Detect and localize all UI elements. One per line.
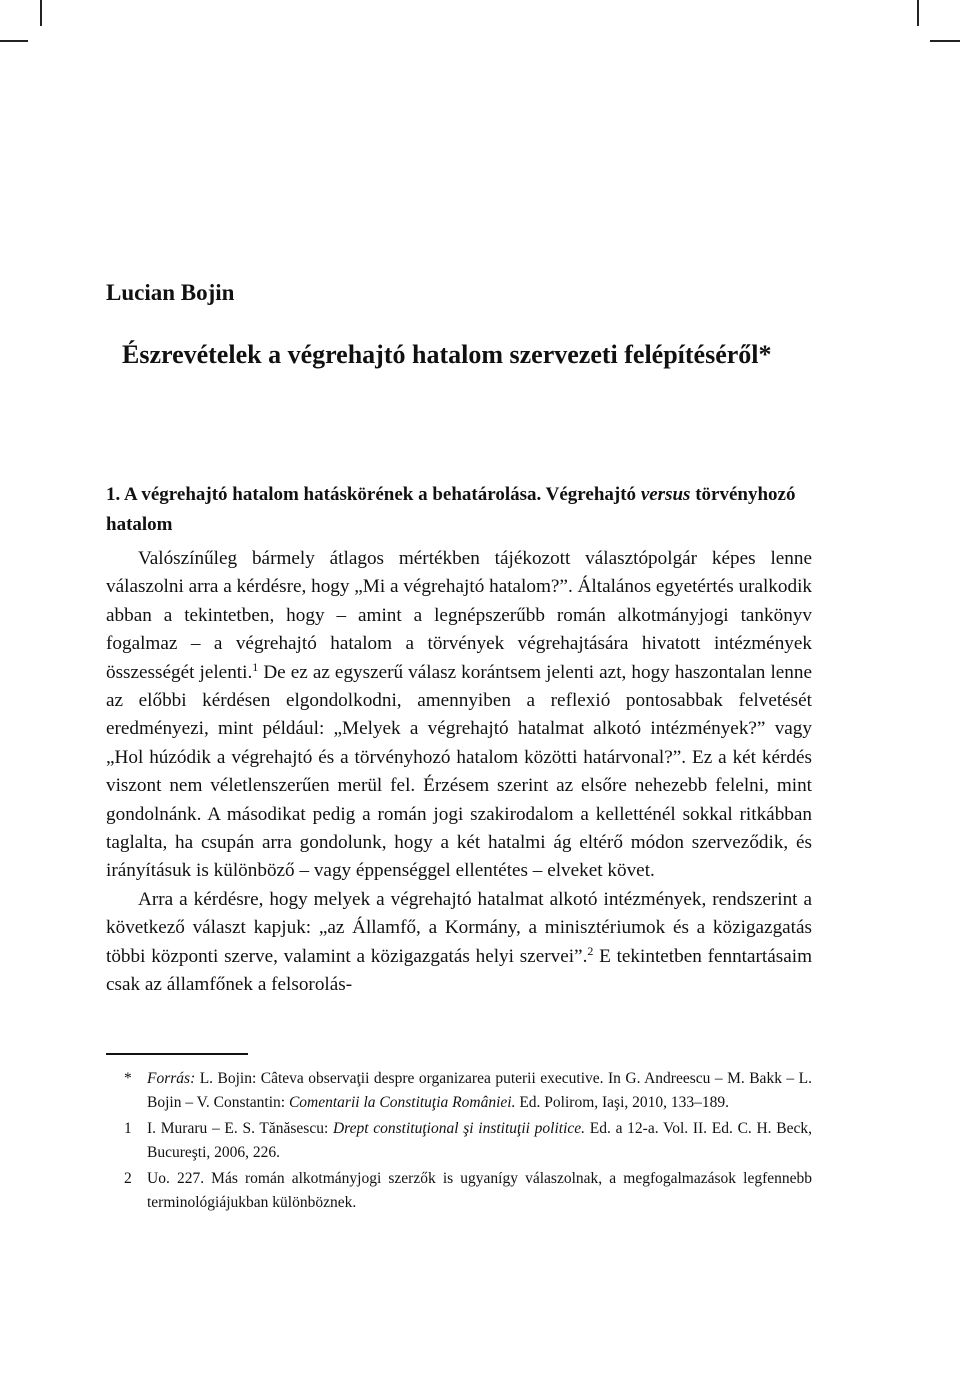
footnote-ref: 1 [252, 659, 259, 674]
crop-mark-top-left [40, 0, 42, 26]
footnote-text-part: Ed. a 12-a. Vol. II. Ed. C. H. Beck, Bucureşti, 2006, 226. [147, 1120, 812, 1161]
body-text [106, 545, 812, 1000]
footnote-divider [106, 1053, 248, 1055]
paragraph-text: Arra a kérdésre, hogy melyek a végrehajtó hatalmat alkotó intézmények, rendszerint a következő választ kapjuk: „az Államfő, a Kormány, a minisztériumok és a közigazgatás többi központi szerve, valamint a közigazgatás helyi szervei”. [106, 888, 812, 967]
section-heading-italic: versus [640, 484, 691, 505]
footnote-text [147, 1167, 812, 1215]
article-title: Észrevételek a végrehajtó hatalom szervezeti felépítéséről* [122, 340, 772, 369]
footnote-mark: 2 [124, 1170, 132, 1187]
footnote-mark: * [124, 1070, 132, 1087]
footnote [106, 1117, 812, 1165]
paragraph-text: Valószínűleg bármely átlagos mértékben tájékozott választópolgár képes lenne válaszolni arra a kérdésre, hogy „Mi a végrehajtó hatalom?”. Általános egyetértés uralkodik abban a tekintetben, hogy – amint a legnépszerűbb román alkotmányjogi tankönyv fogalmaz – a végrehajtó hatalom a törvények végrehajtására hivatott intézmények összességét jelenti. [106, 548, 812, 683]
footnote-text-part: L. Bojin: Câteva observaţii despre organizarea puterii executive. In G. Andreescu – M. Bakk – L. Bojin – V. Constantin: [147, 1070, 812, 1111]
footnote-text-part: Ed. Polirom, Iaşi, 2010, 133–189. [515, 1094, 730, 1111]
paragraph [106, 886, 812, 1000]
footnote-italic: Forrás: [147, 1070, 196, 1087]
paragraph-text: E tekintetben fenntartásaim csak az államfőnek a felsorolás- [106, 945, 813, 996]
footnote-mark: 1 [124, 1120, 132, 1137]
crop-mark-top-right-h [930, 40, 960, 42]
section-heading-part2: törvényhozó hatalom [106, 484, 796, 535]
section-heading [106, 480, 812, 540]
author-name: Lucian Bojin [106, 280, 235, 305]
paragraph-text: De ez az egyszerű válasz korántsem jelenti azt, hogy haszontalan lenne az előbbi kérdésen elgondolkodni, amennyiben a reflexió pontosabbak felvetését eredményezi, mint például: „Melyek a végrehajtó hatalmat alkotó intézmények?” vagy „Hol húzódik a végrehajtó és a törvényhozó hatalom közötti határvonal?”. Ez a két kérdés viszont nem véletlenszerűen merül fel. Érzésem szerint az elsőre nehezebb felelni, mint gondolnánk. A másodikat pedig a román jogi szakirodalom a kelletténél sokkal ritkábban taglalta, ha csupán arra gondolunk, hogy a két hatalmi ág eltérő módon szerveződik, és irányításuk is különböző – vagy éppenséggel ellentétes – elveket követ. [106, 661, 812, 882]
footnote-text-part: Uo. 227. Más román alkotmányjogi szerzők is ugyanígy válaszolnak, a megfogalmazások legfennebb terminológiájukban különböznek. [147, 1170, 812, 1211]
footnote [106, 1067, 812, 1115]
paragraph [106, 545, 812, 886]
footnote-italic: Drept constituţional şi instituţii politice. [332, 1120, 586, 1137]
footnote-text [147, 1067, 812, 1115]
footnote-text-part: I. Muraru – E. S. Tănăsescu: [147, 1120, 333, 1137]
footnote-text [147, 1117, 812, 1165]
section-heading-part1: 1. A végrehajtó hatalom hatáskörének a behatárolása. Végrehajtó [106, 484, 641, 505]
footnote-ref: 2 [587, 943, 594, 958]
crop-mark-top-left-h [0, 40, 28, 42]
footnotes [106, 1067, 812, 1217]
footnote-italic: Comentarii la Constituţia României. [288, 1094, 516, 1111]
footnote [106, 1167, 812, 1215]
crop-mark-top-right [917, 0, 919, 26]
